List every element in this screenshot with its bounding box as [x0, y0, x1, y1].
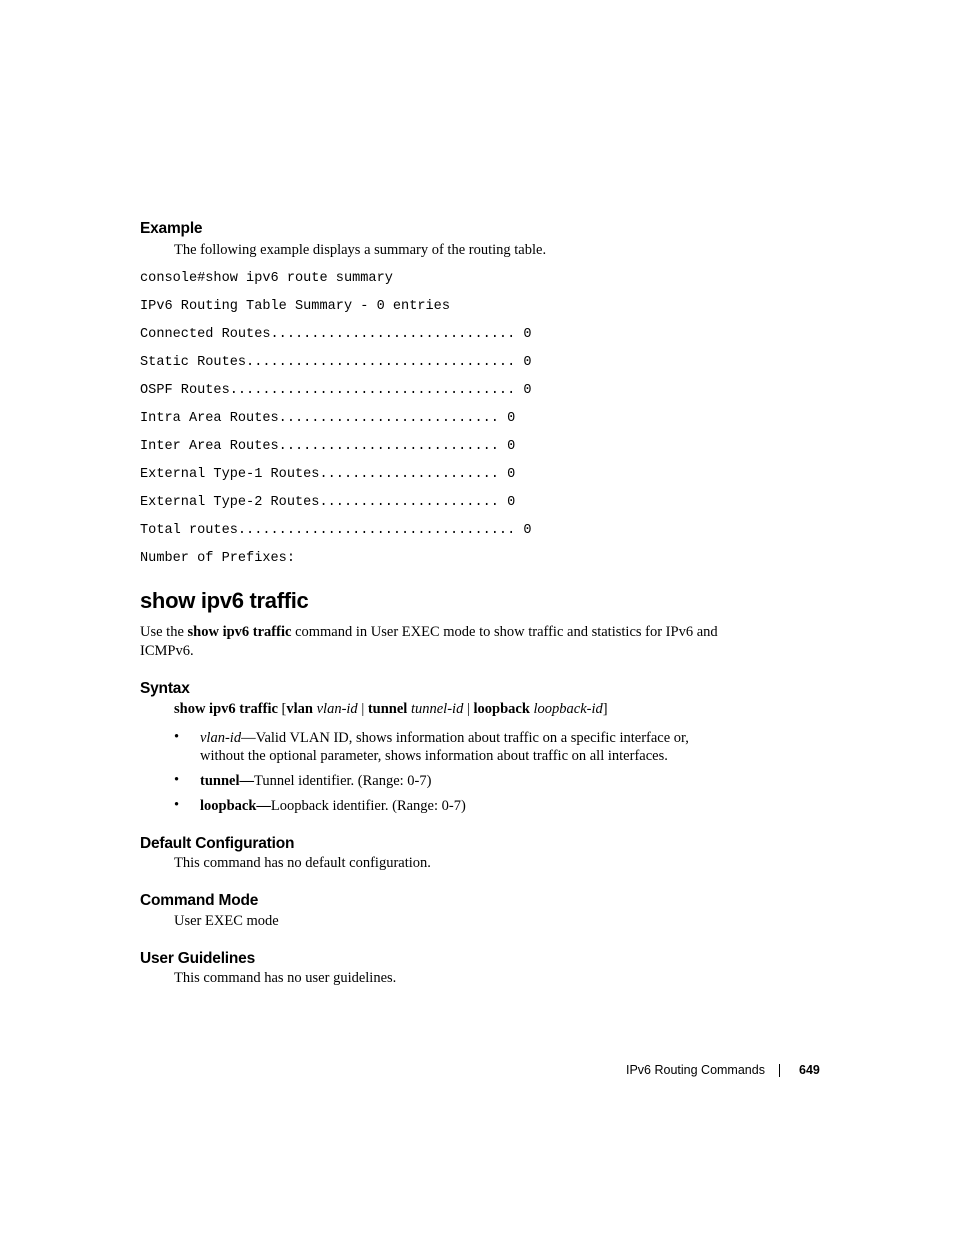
- syntax-kw-tunnel: tunnel: [367, 701, 408, 717]
- param-vlan-id-line2: without the optional parameter, shows information about traffic on all interfaces.: [200, 748, 668, 764]
- desc-post: command in User EXEC mode to show traffic and statistics for IPv6 and: [291, 624, 718, 640]
- command-mode-text: User EXEC mode: [174, 913, 279, 929]
- code-line: Connected Routes.............................. 0: [140, 327, 532, 342]
- syntax-bracket: ]: [602, 701, 608, 717]
- code-line: External Type-2 Routes...................... 0: [140, 495, 516, 510]
- code-line: IPv6 Routing Table Summary - 0 entries: [140, 299, 450, 314]
- page-number: 649: [799, 1063, 820, 1077]
- param-dash: —: [256, 798, 271, 814]
- example-heading: Example: [140, 220, 203, 237]
- param-desc: Tunnel identifier. (Range: 0-7): [254, 773, 432, 789]
- section-title: show ipv6 traffic: [140, 588, 309, 613]
- syntax-heading: Syntax: [140, 680, 190, 697]
- code-line: Total routes.................................. 0: [140, 523, 532, 538]
- param-vlan-id: [200, 729, 689, 747]
- code-line: console#show ipv6 route summary: [140, 271, 393, 286]
- footer-chapter: IPv6 Routing Commands: [626, 1063, 765, 1077]
- section-description-line2: ICMPv6.: [140, 643, 194, 659]
- user-guidelines-heading: User Guidelines: [140, 950, 256, 967]
- param-desc: Loopback identifier. (Range: 0-7): [270, 798, 466, 814]
- section-description: [140, 623, 718, 642]
- param-loopback: [200, 797, 466, 815]
- code-line: External Type-1 Routes...................... 0: [140, 467, 516, 482]
- code-line: Intra Area Routes........................... 0: [140, 411, 516, 426]
- syntax-kw-vlan: vlan: [286, 701, 313, 717]
- param-name: tunnel: [200, 773, 240, 789]
- param-dash: —: [239, 773, 254, 789]
- bullet-icon: •: [174, 772, 180, 788]
- param-name: vlan-id: [200, 730, 242, 746]
- syntax-separator: |: [463, 701, 474, 717]
- bullet-icon: •: [174, 729, 180, 745]
- bullet-icon: •: [174, 797, 180, 813]
- syntax-line: [174, 700, 608, 719]
- syntax-bracket: [: [277, 701, 287, 717]
- syntax-separator: |: [357, 701, 368, 717]
- user-guidelines-text: This command has no user guidelines.: [174, 970, 397, 986]
- footer-divider: [779, 1064, 780, 1077]
- param-tunnel: [200, 772, 431, 790]
- default-config-text: This command has no default configuration.: [174, 855, 431, 871]
- desc-pre: Use the: [140, 624, 188, 640]
- code-line: Number of Prefixes:: [140, 551, 295, 566]
- syntax-arg-vlan: vlan-id: [316, 701, 358, 717]
- param-name: loopback: [200, 798, 257, 814]
- code-line: Inter Area Routes........................... 0: [140, 439, 516, 454]
- command-mode-heading: Command Mode: [140, 892, 259, 909]
- syntax-arg-loopback: loopback-id: [533, 701, 603, 717]
- example-intro: The following example displays a summary of the routing table.: [174, 242, 547, 258]
- code-line: Static Routes................................. 0: [140, 355, 532, 370]
- param-desc: Valid VLAN ID, shows information about traffic on a specific interface or,: [255, 730, 689, 746]
- syntax-kw-loopback: loopback: [473, 701, 530, 717]
- param-dash: —: [241, 730, 256, 746]
- code-line: OSPF Routes................................... 0: [140, 383, 532, 398]
- desc-command: show ipv6 traffic: [187, 624, 292, 640]
- syntax-command: show ipv6 traffic: [174, 701, 278, 717]
- default-config-heading: Default Configuration: [140, 835, 295, 852]
- syntax-arg-tunnel: tunnel-id: [410, 701, 464, 717]
